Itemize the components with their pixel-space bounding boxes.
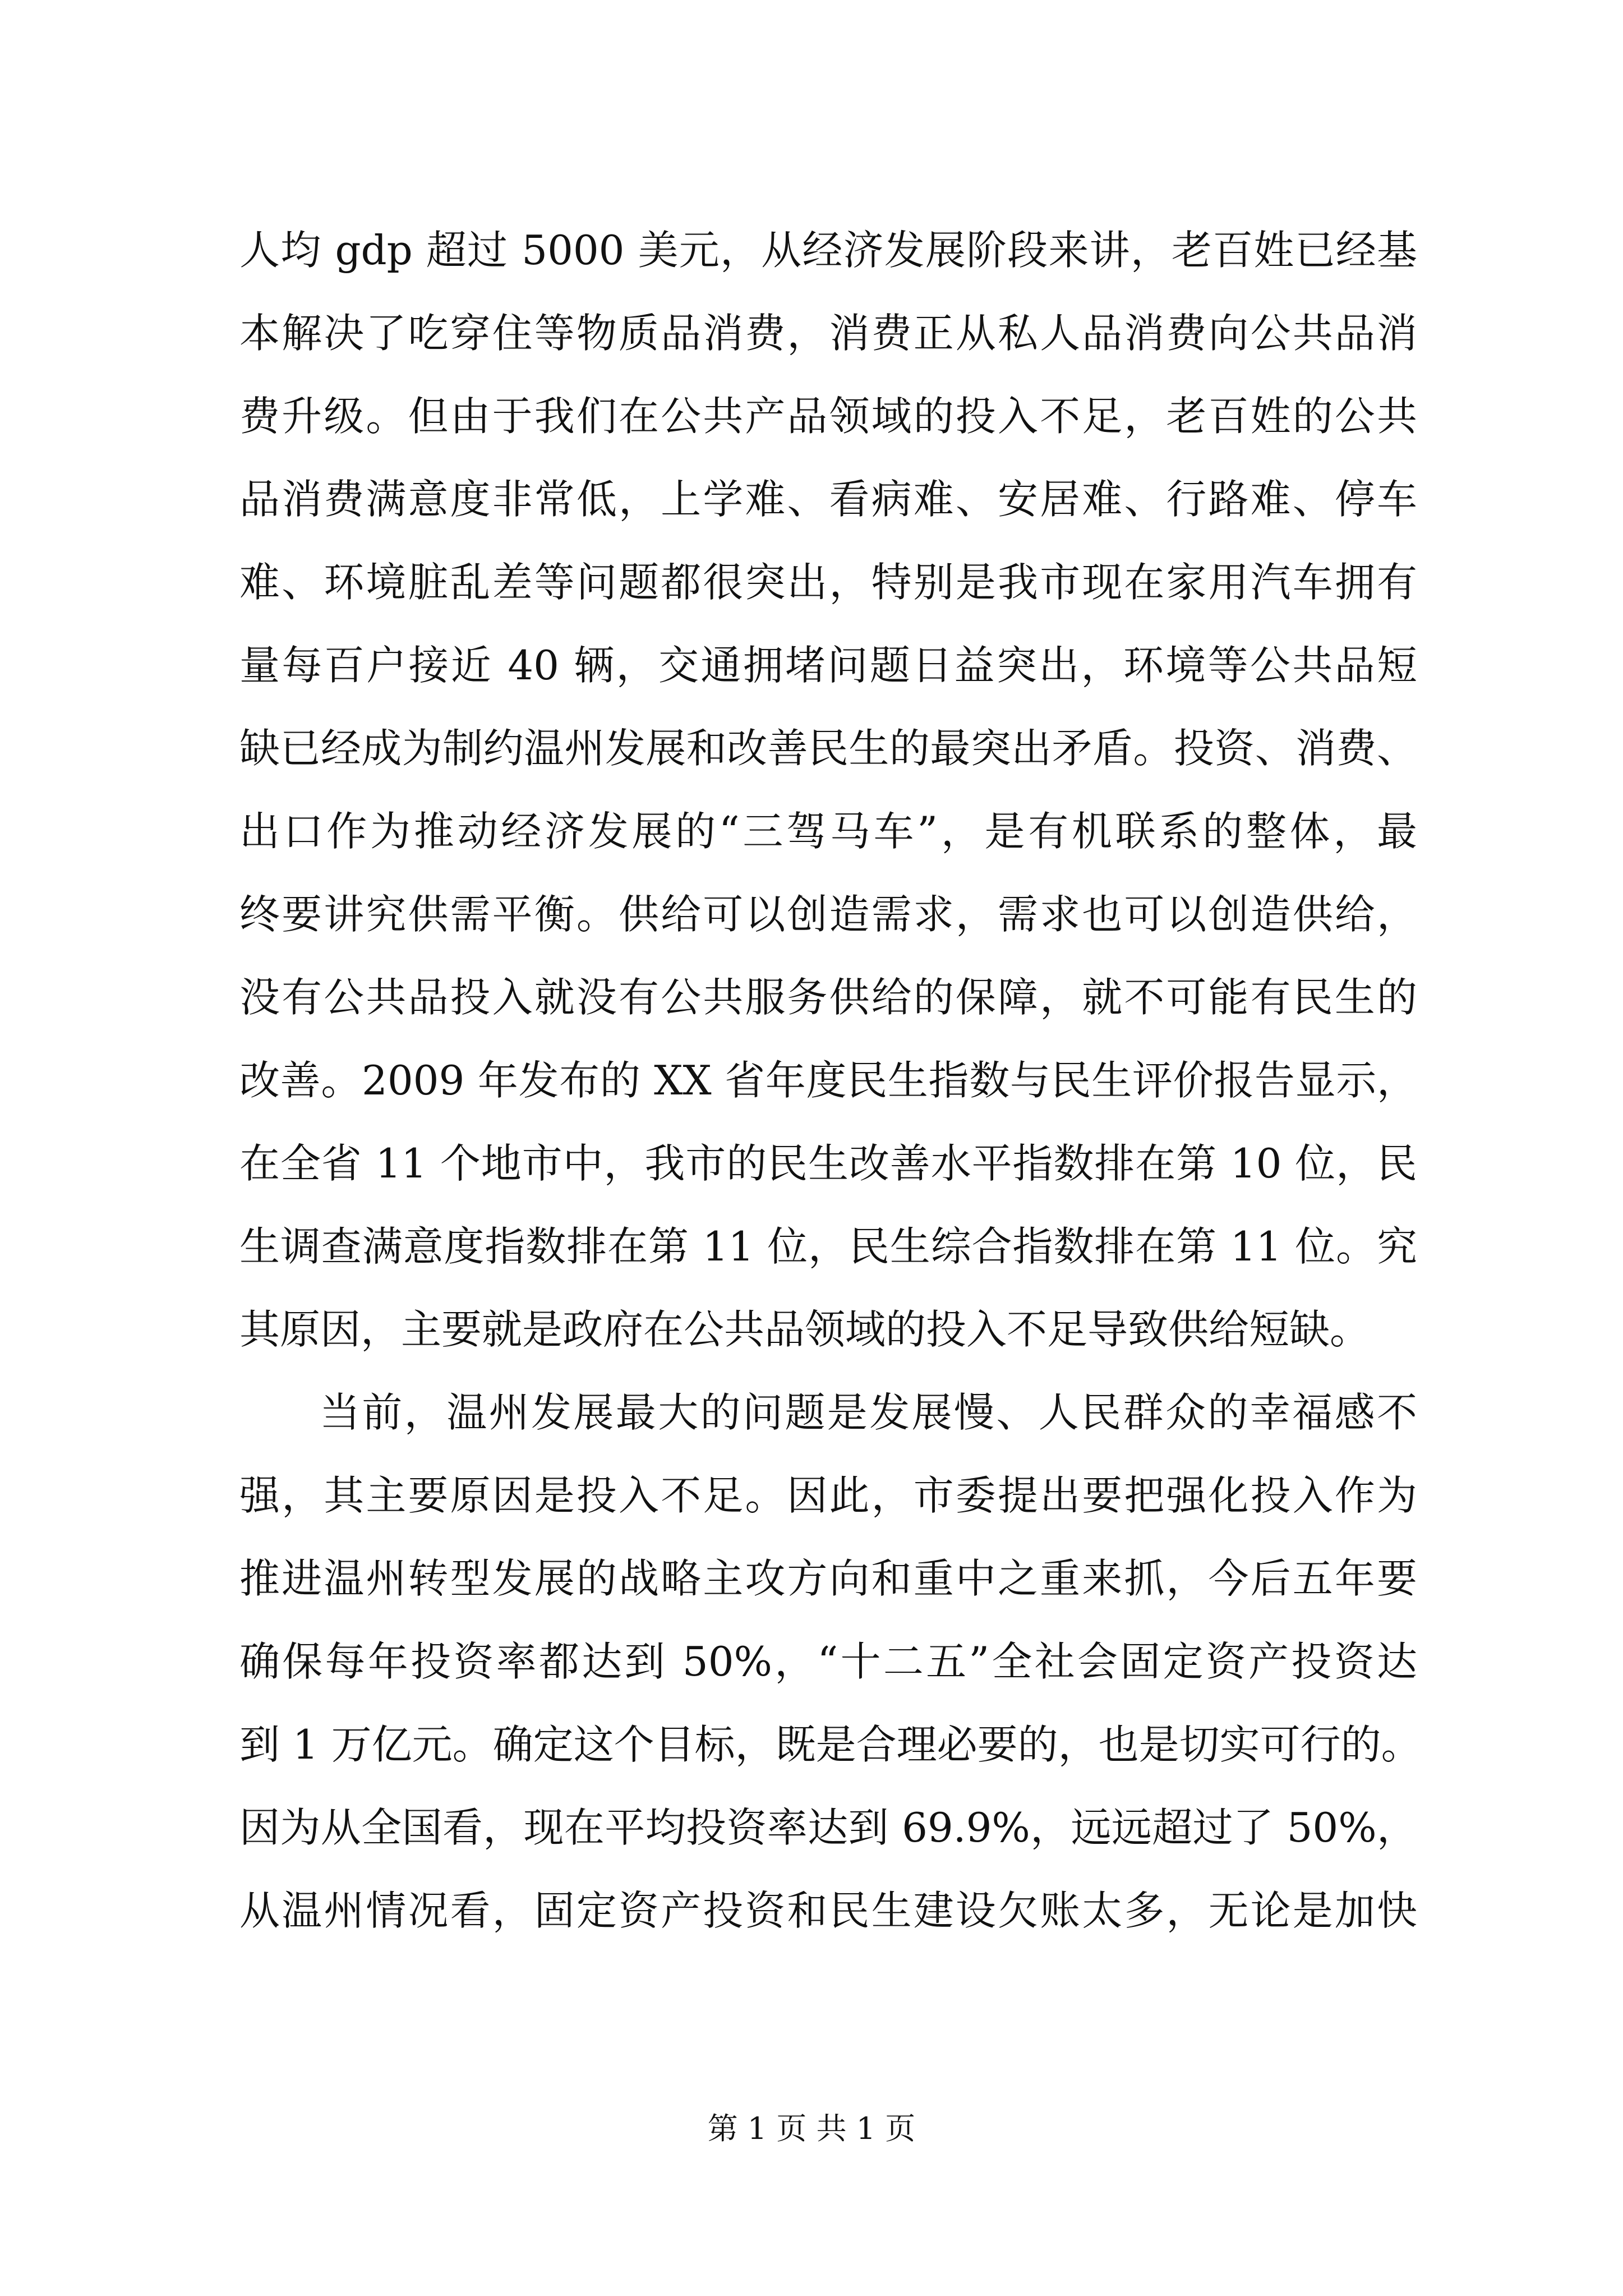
text-line: 难、环境脏乱差等问题都很突出，特别是我市现在家用汽车拥有 <box>239 559 1417 606</box>
page-number-label: 第 1 页 共 1 页 <box>707 2111 916 2146</box>
text-line: 改善。2009 年发布的 XX 省年度民生指数与民生评价报告显示， <box>239 1057 1417 1104</box>
text-line: 其原因，主要就是政府在公共品领域的投入不足导致供给短缺。 <box>239 1306 1371 1353</box>
text-line: 本解决了吃穿住等物质品消费，消费正从私人品消费向公共品消 <box>239 310 1417 357</box>
text-line: 生调查满意度指数排在第 11 位，民生综合指数排在第 11 位。究 <box>239 1223 1417 1270</box>
text-line: 在全省 11 个地市中，我市的民生改善水平指数排在第 10 位，民 <box>239 1140 1417 1187</box>
text-line: 因为从全国看，现在平均投资率达到 69.9%，远远超过了 50%， <box>239 1804 1417 1851</box>
text-line: 从温州情况看，固定资产投资和民生建设欠账太多，无论是加快 <box>239 1887 1417 1934</box>
text-line: 人均 gdp 超过 5000 美元，从经济发展阶段来讲，老百姓已经基 <box>239 227 1417 274</box>
paragraph-1 <box>239 209 1417 1371</box>
text-line: 量每百户接近 40 辆，交通拥堵问题日益突出，环境等公共品短 <box>239 642 1417 689</box>
text-line: 到 1 万亿元。确定这个目标，既是合理必要的，也是切实可行的。 <box>239 1721 1422 1768</box>
paragraph-2 <box>239 1371 1422 1952</box>
text-line: 缺已经成为制约温州发展和改善民生的最突出矛盾。投资、消费、 <box>239 725 1417 772</box>
text-line: 没有公共品投入就没有公共服务供给的保障，就不可能有民生的 <box>239 974 1417 1021</box>
page-footer <box>0 2109 1623 2148</box>
text-line: 终要讲究供需平衡。供给可以创造需求，需求也可以创造供给， <box>239 891 1417 938</box>
text-line: 费升级。但由于我们在公共产品领域的投入不足，老百姓的公共 <box>239 393 1417 440</box>
body-text <box>239 209 1422 1952</box>
text-line: 推进温州转型发展的战略主攻方向和重中之重来抓，今后五年要 <box>239 1555 1417 1602</box>
text-line: 当前，温州发展最大的问题是发展慢、人民群众的幸福感不 <box>320 1389 1417 1436</box>
text-line: 强，其主要原因是投入不足。因此，市委提出要把强化投入作为 <box>239 1472 1417 1519</box>
text-line: 出口作为推动经济发展的“三驾马车”，是有机联系的整体，最 <box>239 808 1417 855</box>
text-line: 品消费满意度非常低，上学难、看病难、安居难、行路难、停车 <box>239 476 1417 523</box>
text-line: 确保每年投资率都达到 50%，“十二五”全社会固定资产投资达 <box>239 1638 1417 1685</box>
